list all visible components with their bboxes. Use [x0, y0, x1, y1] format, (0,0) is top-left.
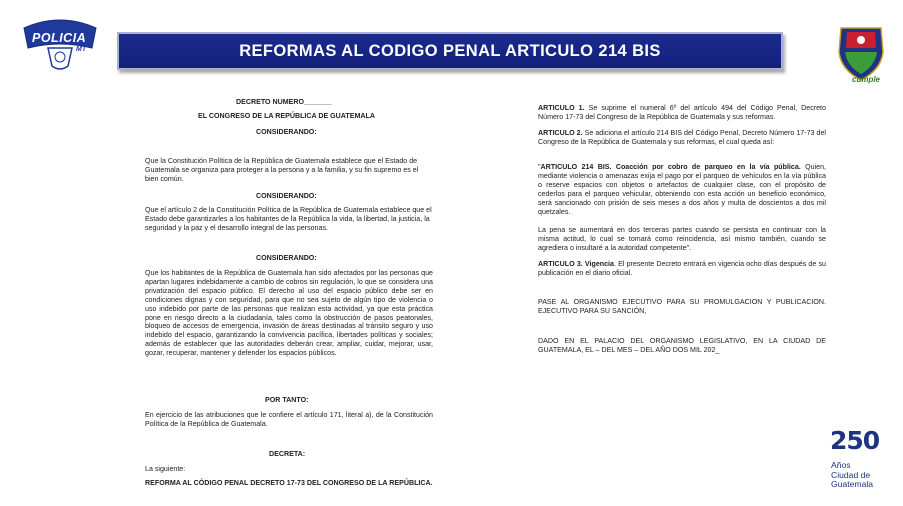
articulo-3-label: ARTICULO 3. Vigencia: [538, 260, 614, 268]
articulo-1-label: ARTICULO 1.: [538, 104, 585, 112]
reforma-title: REFORMA AL CÓDIGO PENAL DECRETO 17-73 DEL CONGRESO DE LA REPÚBLICA.: [145, 479, 433, 487]
considerando-1-heading: CONSIDERANDO:: [256, 128, 317, 136]
articulo-1-text: Se suprime el numeral 6º del artículo 494 del Código Penal, Decreto Número 17-73 del Congreso de la República de Guatemala y sus reformas.: [538, 104, 826, 121]
considerando-3-heading: CONSIDERANDO:: [256, 254, 317, 262]
articulo-2: [538, 129, 826, 147]
considerando-2-heading: CONSIDERANDO:: [256, 192, 317, 200]
pase-text: PASE AL ORGANISMO EJECUTIVO PARA SU PROMULGACION Y PUBLICACION. EJECUTIVO PARA SU SANCIÓN,: [538, 298, 826, 315]
articulo-2-label: ARTICULO 2.: [538, 129, 583, 137]
articulo-214-bis: [538, 163, 826, 216]
articulo-214-label: ARTICULO 214 BIS. Coacción por cobro de parqueo en la vía pública.: [540, 163, 801, 171]
anniversary-250-logo: [830, 426, 892, 492]
police-logo: [18, 14, 102, 74]
por-tanto-text: En ejercicio de las atribuciones que le confiere el artículo 171, literal a), de la Constitución Política de la República de Guatemala.: [145, 411, 433, 428]
dado-text: DADO EN EL PALACIO DEL ORGANISMO LEGISLATIVO, EN LA CIUDAD DE GUATEMALA, EL – DEL MES – DEL AÑO DOS MIL 202_: [538, 337, 826, 354]
pena-agravante-text: La pena se aumentará en dos terceras partes cuando se persista en continuar con la misma actitud, lo cual se tomará como reincidencia, así mismo también, cuando se agrediera o insultaré a la autoridad competente".: [538, 226, 826, 252]
articulo-3: [538, 260, 826, 278]
considerando-3-text: Que los habitantes de la República de Guatemala han sido afectados por las personas que apartan lugares indebidamente a cambio de cobros sin regulación, lo que se considera una privatización del espacio público. El derecho al uso del espacio público debe ser en condiciones dignas y con seguridad, para que no sea sujeto de algún tipo de violencia o uso indebido por parte de las personas que realizan esta actividad, ya que esta práctica pone en riesgo directo a la ciudadanía, tales como la obstrucción de pasos peatonales, bloqueo de accesos de emergencia, invasión de áreas destinadas al tránsito seguro y uso indebido del espacio, garantizando la convivencia pacífica, libertades políticas y sociales; además de establecer que las autoridades deberán crear, ampliar, cuidar, mejorar, usar, gozar, recuperar, mantener y defender los espacios públicos.: [145, 269, 433, 358]
anniversary-caption: [831, 461, 873, 490]
considerando-1-text: Que la Constitución Política de la República de Guatemala establece que el Estado de Guatemala se organiza para proteger a la persona y a la familia, y su fin supremo es el bien común.: [145, 157, 419, 183]
considerando-2-text: Que el artículo 2 de la Constitución Política de la República de Guatemala establece que el Estado debe garantizarles a los habitantes de la República la vida, la libertad, la justicia, la seguridad y la paz y el desarrollo integral de las personas.: [145, 206, 432, 232]
articulo-214-open-quote: ": [538, 163, 541, 171]
anniversary-line-3: Guatemala: [831, 479, 874, 489]
page-title: REFORMAS AL CODIGO PENAL ARTICULO 214 BIS: [239, 41, 661, 60]
articulo-214-text: Quien, mediante violencia o amenazas exija el pago por el parqueo de vehículos en la vía pública o reserve espacios con objetos o artefactos de cualquier clase, con el propósito de cederlos para el parqueo vehicular, obteniendo con esta acción un beneficio económico, será sancionado con prisión de seis meses a dos años y multa de doscientos a dos mil quetzales.: [538, 163, 827, 216]
articulo-3-text: . El presente Decreto entrará en vigencia ocho días después de su publicación en el diario oficial.: [538, 260, 826, 277]
la-siguiente-text: La siguiente:: [145, 465, 186, 473]
decreta-heading: DECRETA:: [269, 450, 306, 458]
congreso-heading: EL CONGRESO DE LA REPÚBLICA DE GUATEMALA: [198, 112, 375, 120]
anniversary-number: 250: [830, 426, 880, 455]
articulo-2-text: Se adiciona el artículo 214 BIS del Código Penal, Decreto Número 17-73 del Congreso de la República de Guatemala y sus reformas, el cual queda así:: [538, 129, 826, 146]
police-logo-text: POLICIA: [32, 31, 87, 45]
decreto-numero: DECRETO NUMERO_______: [236, 98, 332, 106]
title-banner: [117, 32, 783, 70]
cumple-label: cumple: [852, 75, 881, 84]
police-logo-sub: MT: [76, 46, 87, 53]
por-tanto-heading: POR TANTO:: [265, 396, 309, 404]
anniversary-line-2: Ciudad de: [831, 469, 871, 480]
anniversary-line-1: Años: [831, 460, 851, 470]
articulo-1: [538, 104, 826, 122]
